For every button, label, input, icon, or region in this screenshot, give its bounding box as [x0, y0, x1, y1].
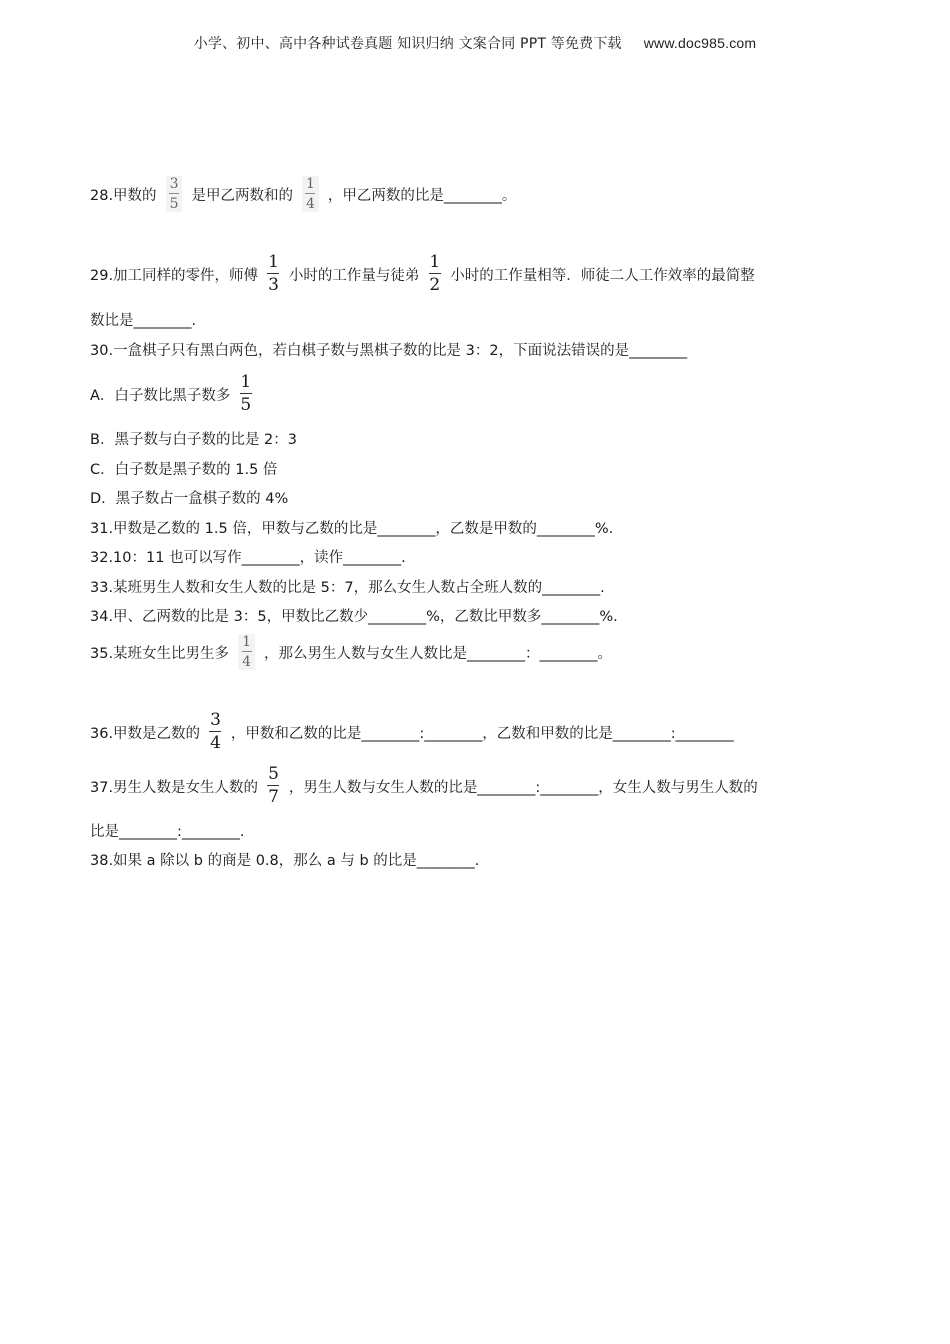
option-b: B．黑子数与白子数的比是 2：3 — [90, 432, 298, 448]
fraction-image: $\frac{1}{4}$ — [302, 176, 319, 212]
fraction: $\frac{3}{4}$ — [210, 710, 221, 753]
option-d: D．黑子数占一盒棋子数的 4% — [90, 491, 289, 507]
question-29-cont: 数比是________. — [90, 313, 197, 329]
question-28: 28.甲数的 $\frac{3}{5}$ 是甲乙两数和的 $\frac{1}{4}$ ，甲乙两数的比是________。 — [90, 176, 517, 212]
fraction-image: $\frac{3}{5}$ — [166, 176, 183, 212]
fraction: $\frac{5}{7}$ — [268, 764, 279, 807]
header-site[interactable]: www.doc985.com — [643, 35, 757, 51]
fraction-image: $\frac{1}{4}$ — [238, 634, 255, 670]
question-31: 31.甲数是乙数的 1.5 倍，甲数与乙数的比是________，乙数是甲数的________%. — [90, 521, 614, 537]
page-header — [0, 33, 950, 53]
question-30: 30.一盒棋子只有黑白两色，若白棋子数与黑棋子数的比是 3：2，下面说法错误的是________ — [90, 343, 688, 359]
question-38: 38.如果 a 除以 b 的商是 0.8，那么 a 与 b 的比是________. — [90, 853, 480, 869]
fraction: $\frac{1}{3}$ — [268, 252, 279, 295]
question-34: 34.甲、乙两数的比是 3：5，甲数比乙数少________%，乙数比甲数多________%. — [90, 609, 618, 625]
question-36: 36.甲数是乙数的 $\frac{3}{4}$ ，甲数和乙数的比是________:________，乙数和甲数的比是________:________ — [90, 710, 734, 753]
fraction: $\frac{1}{2}$ — [429, 252, 441, 295]
question-33: 33.某班男生人数和女生人数的比是 5：7，那么女生人数占全班人数的________. — [90, 580, 605, 596]
question-35: 35.某班女生比男生多 $\frac{1}{4}$ ，那么男生人数与女生人数比是________：________。 — [90, 634, 612, 670]
question-29: 29.加工同样的零件，师傅 $\frac{1}{3}$ 小时的工作量与徒弟 $\frac{1}{2}$ 小时的工作量相等．师徒二人工作效率的最简整 — [90, 252, 755, 295]
question-37: 37.男生人数是女生人数的 $\frac{5}{7}$ ，男生人数与女生人数的比是________:________，女生人数与男生人数的 — [90, 764, 758, 807]
option-a: A．白子数比黑子数多 $\frac{1}{5}$ — [90, 372, 252, 415]
question-37-cont: 比是________:________. — [90, 824, 245, 840]
fraction: $\frac{1}{5}$ — [240, 372, 252, 415]
question-32: 32.10：11 也可以写作________，读作________. — [90, 550, 406, 566]
header-text: 小学、初中、高中各种试卷真题 知识归纳 文案合同 PPT 等免费下载 — [193, 36, 622, 52]
option-c: C．白子数是黑子数的 1.5 倍 — [90, 462, 278, 478]
